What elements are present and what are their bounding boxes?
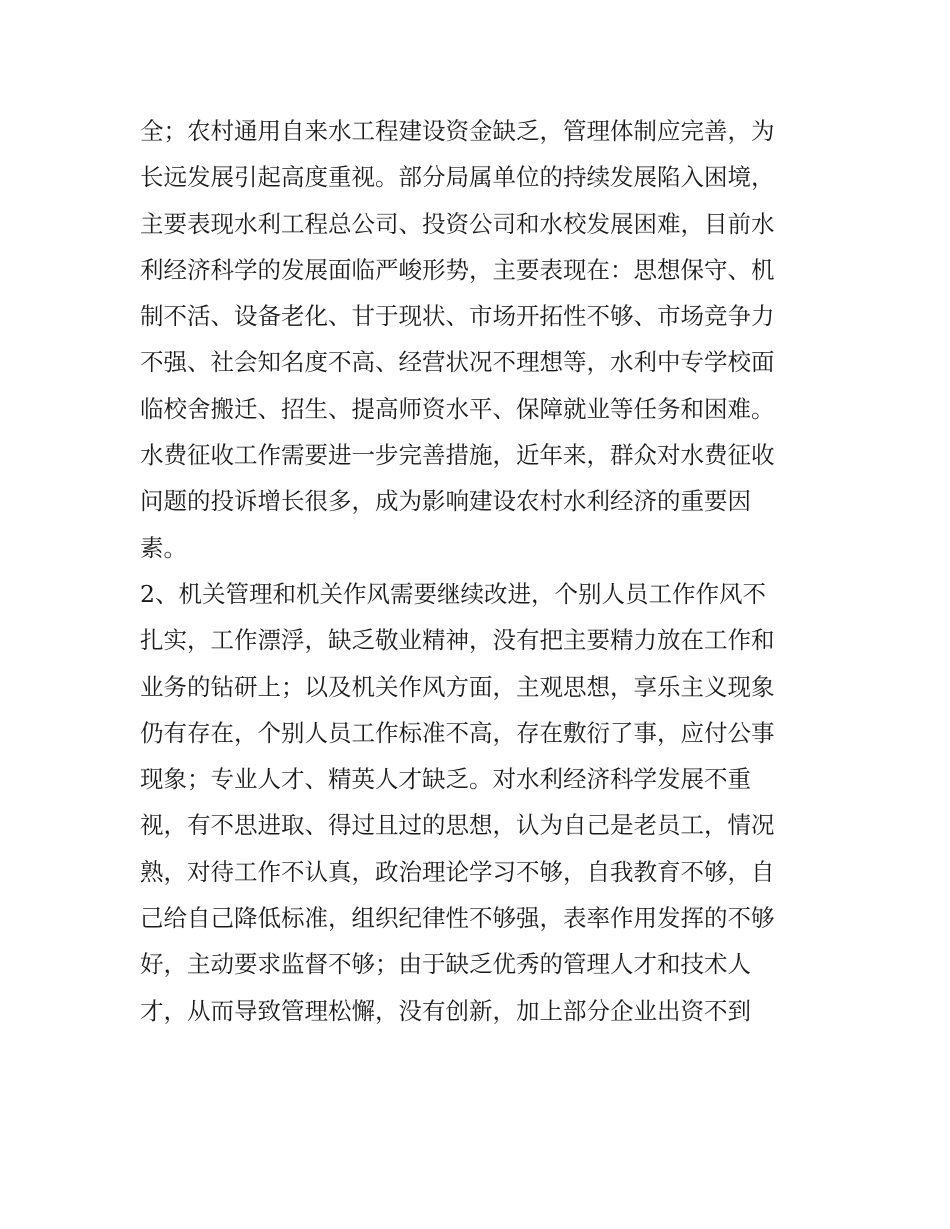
- text-line: 业务的钻研上；以及机关作风方面，主观思想，享乐主义现象: [140, 672, 775, 701]
- text-line: 熟，对待工作不认真，政治理论学习不够，自我教育不够，自: [140, 857, 775, 886]
- text-line: 长远发展引起高度重视。部分局属单位的持续发展陷入困境，: [140, 163, 775, 192]
- text-line: 己给自己降低标准，组织纪律性不够强，表率作用发挥的不够: [140, 904, 775, 933]
- text-line: 才，从而导致管理松懈，没有创新，加上部分企业出资不到: [140, 996, 751, 1025]
- text-line: 不强、社会知名度不高、经营状况不理想等，水利中专学校面: [140, 348, 775, 377]
- text-line: 2、机关管理和机关作风需要继续改进，个别人员工作作风不: [140, 579, 766, 608]
- text-line: 现象；专业人才、精英人才缺乏。对水利经济科学发展不重: [140, 765, 751, 794]
- body-text: [140, 108, 820, 1034]
- text-line: 利经济科学的发展面临严峻形势，主要表现在：思想保守、机: [140, 255, 775, 284]
- text-line: 视，有不思进取、得过且过的思想，认为自己是老员工，情况: [140, 811, 775, 840]
- text-line: 好，主动要求监督不够；由于缺乏优秀的管理人才和技术人: [140, 950, 751, 979]
- text-line: 仍有存在，个别人员工作标准不高，存在敷衍了事，应付公事: [140, 718, 775, 747]
- text-line: 全；农村通用自来水工程建设资金缺乏，管理体制应完善，为: [140, 117, 775, 145]
- text-line: 扎实，工作漂浮，缺乏敬业精神，没有把主要精力放在工作和: [140, 626, 775, 655]
- text-line: 问题的投诉增长很多，成为影响建设农村水利经济的重要因: [140, 487, 751, 516]
- text-line: 主要表现水利工程总公司、投资公司和水校发展困难，目前水: [140, 209, 775, 238]
- text-line: 水费征收工作需要进一步完善措施，近年来，群众对水费征收: [140, 441, 775, 470]
- text-line: 素。: [140, 533, 187, 562]
- text-line: 制不活、设备老化、甘于现状、市场开拓性不够、市场竞争力: [140, 302, 775, 331]
- text-line: 临校舍搬迁、招生、提高师资水平、保障就业等任务和困难。: [140, 394, 775, 423]
